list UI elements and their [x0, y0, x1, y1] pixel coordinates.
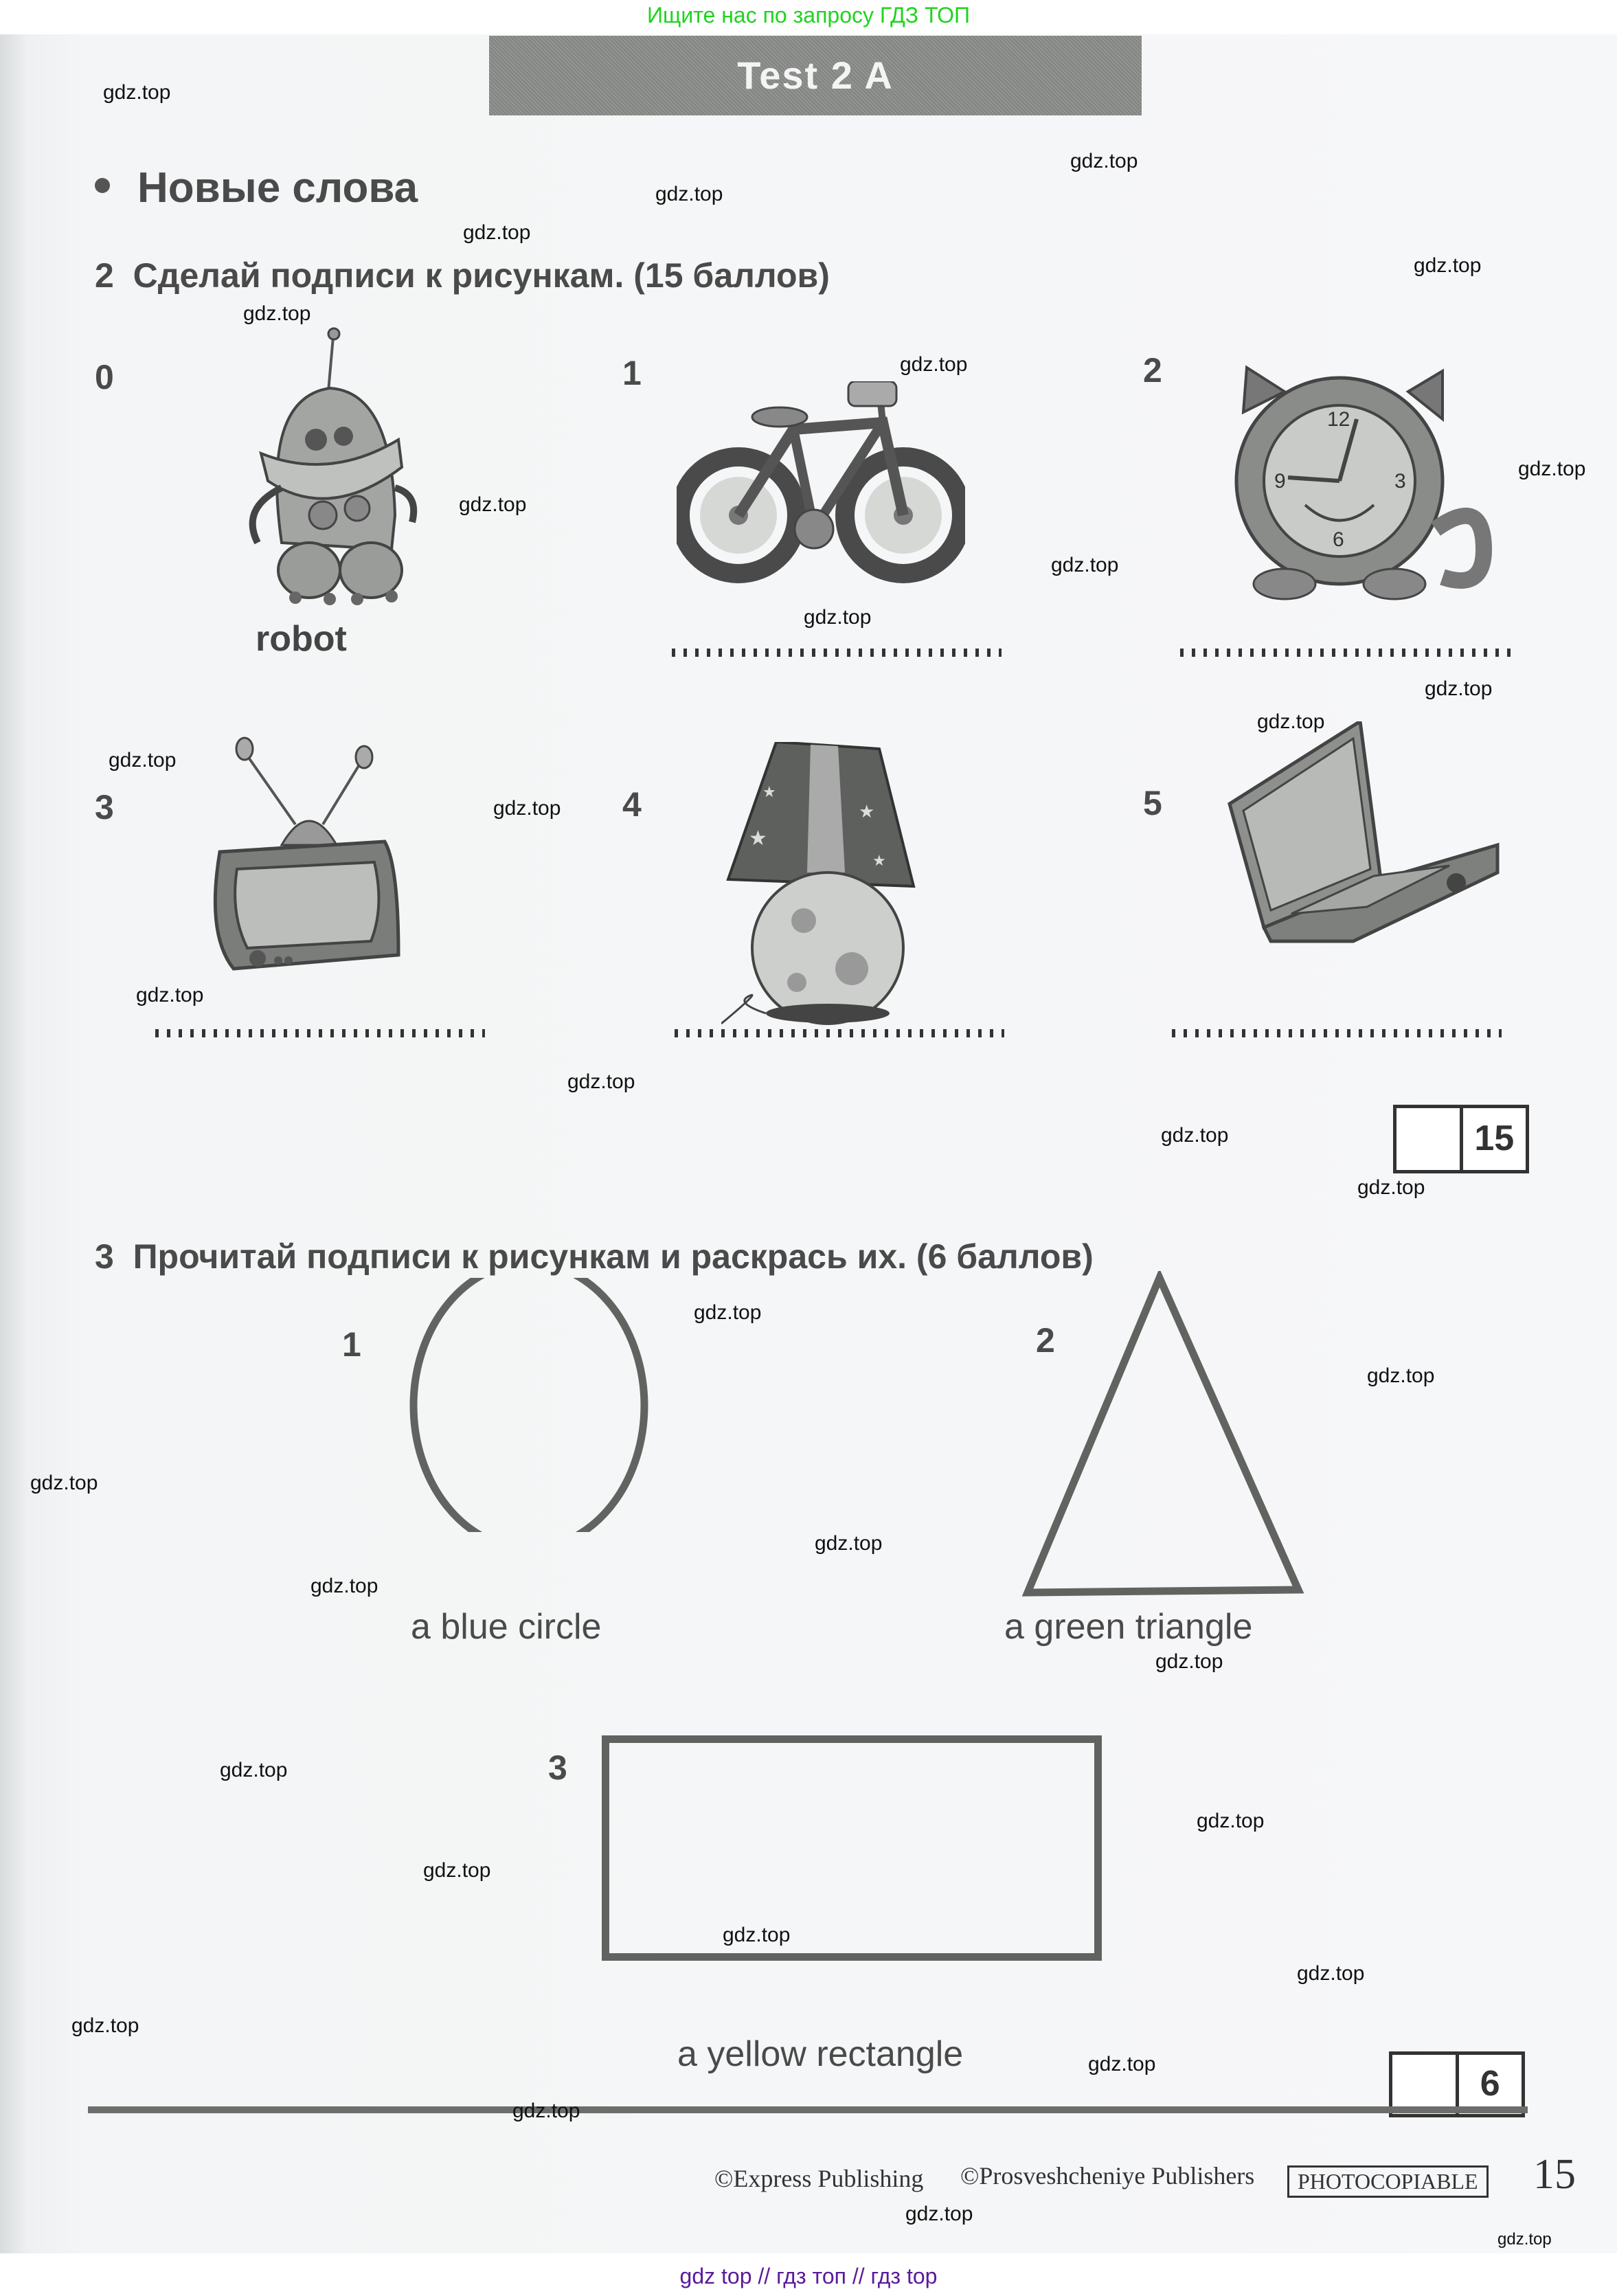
answer-line-5[interactable]	[1172, 1029, 1502, 1037]
watermark: gdz.top	[723, 1924, 791, 1946]
svg-text:★: ★	[762, 783, 776, 800]
watermark: gdz.top	[1070, 150, 1138, 172]
task3-instruction: Прочитай подписи к рисункам и раскрась их. (6 баллов)	[133, 1237, 1094, 1276]
lamp-illustration	[721, 742, 927, 1031]
task2-score-max: 15	[1460, 1108, 1526, 1170]
watermark: gdz.top	[567, 1070, 635, 1093]
watermark: gdz.top	[71, 2014, 139, 2037]
laptop-illustration	[1223, 721, 1511, 948]
item-number-0: 0	[95, 358, 114, 396]
answer-line-2[interactable]	[1180, 649, 1513, 657]
svg-text:★: ★	[749, 827, 767, 850]
section-heading	[95, 164, 418, 212]
watermark: gdz.top	[1357, 1176, 1425, 1199]
bicycle-illustration	[677, 381, 965, 587]
watermark: gdz.top	[220, 1759, 288, 1781]
answer-line-1[interactable]	[672, 649, 1002, 657]
svg-text:3: 3	[1394, 470, 1406, 493]
task3-score-earned[interactable]	[1392, 2055, 1456, 2114]
task3-number: 3	[95, 1237, 114, 1276]
watermark: gdz.top	[512, 2100, 580, 2122]
bullet-icon	[95, 178, 110, 193]
watermark: gdz.top	[655, 183, 723, 205]
watermark: gdz.top	[905, 2203, 973, 2225]
triangle-shape[interactable]	[1010, 1271, 1312, 1608]
svg-text:★: ★	[859, 801, 875, 822]
watermark: gdz.top	[30, 1472, 98, 1494]
shape-number-3: 3	[548, 1748, 567, 1787]
svg-text:9: 9	[1274, 470, 1286, 493]
watermark: gdz.top	[1518, 458, 1586, 480]
item-number-4: 4	[622, 785, 642, 824]
watermark: gdz.top	[1197, 1810, 1265, 1832]
top-banner[interactable]: Ищите нас по запросу ГДЗ ТОП	[647, 3, 970, 27]
answer-line-3[interactable]	[155, 1029, 485, 1037]
caption-rectangle: a yellow rectangle	[677, 2034, 964, 2074]
svg-text:6: 6	[1333, 528, 1344, 551]
caption-triangle: a green triangle	[1004, 1607, 1253, 1647]
watermark: gdz.top	[1297, 1962, 1365, 1985]
shape-number-1: 1	[342, 1325, 361, 1364]
cat-clock-illustration	[1209, 357, 1504, 605]
footer-divider	[88, 2106, 1528, 2113]
task3-score-max: 6	[1456, 2055, 1522, 2114]
task3-heading	[95, 1237, 1094, 1276]
watermark: gdz.top	[1155, 1650, 1223, 1673]
watermark: gdz.top	[310, 1575, 378, 1597]
item-number-3: 3	[95, 788, 114, 826]
watermark: gdz.top	[1161, 1124, 1229, 1147]
task2-instruction: Сделай подписи к рисункам. (15 баллов)	[133, 256, 830, 295]
task2-heading	[95, 256, 830, 295]
task2-number: 2	[95, 256, 114, 295]
photocopiable-badge: PHOTOCOPIABLE	[1287, 2165, 1489, 2198]
watermark: gdz.top	[1051, 554, 1119, 576]
watermark: gdz.top	[136, 984, 204, 1006]
watermark: gdz.top	[109, 749, 177, 772]
watermark: gdz.top	[459, 493, 527, 516]
answer-0: robot	[256, 619, 347, 659]
watermark: gdz.top	[1425, 677, 1493, 700]
watermark: gdz.top	[1414, 254, 1482, 277]
copyright-prosveshcheniye: ©Prosveshcheniye Publishers	[960, 2162, 1255, 2190]
watermark: gdz.top	[243, 302, 311, 325]
item-number-2: 2	[1143, 351, 1162, 390]
robot-illustration	[220, 316, 440, 611]
watermark: gdz.top	[1367, 1364, 1435, 1387]
watermark: gdz.top	[493, 797, 561, 820]
watermark: gdz.top	[1497, 2230, 1552, 2249]
copyright-express: ©Express Publishing	[714, 2165, 924, 2192]
watermark: gdz.top	[804, 606, 872, 629]
answer-line-4[interactable]	[675, 1029, 1004, 1037]
section-heading-text: Новые слова	[137, 164, 418, 212]
task2-score-earned[interactable]	[1396, 1108, 1460, 1170]
item-number-1: 1	[622, 354, 642, 392]
watermark: gdz.top	[423, 1859, 491, 1882]
rectangle-shape[interactable]	[602, 1735, 1102, 1961]
caption-circle: a blue circle	[411, 1607, 602, 1647]
bottom-banner[interactable]: gdz top // гдз топ // гдз top	[679, 2264, 938, 2288]
item-number-5: 5	[1143, 784, 1162, 822]
watermark: gdz.top	[900, 353, 968, 376]
test-title: Test 2 A	[489, 36, 1142, 115]
shape-number-2: 2	[1036, 1321, 1055, 1360]
svg-text:12: 12	[1327, 408, 1350, 431]
svg-text:★: ★	[872, 852, 886, 869]
tv-illustration	[192, 728, 426, 989]
watermark: gdz.top	[103, 81, 171, 104]
page-number: 15	[1533, 2151, 1576, 2198]
watermark: gdz.top	[815, 1532, 883, 1555]
watermark: gdz.top	[694, 1301, 762, 1324]
circle-shape[interactable]	[376, 1278, 686, 1532]
task2-score-box	[1393, 1105, 1529, 1173]
watermark: gdz.top	[1088, 2053, 1156, 2075]
watermark: gdz.top	[1257, 710, 1325, 733]
watermark: gdz.top	[463, 221, 531, 244]
